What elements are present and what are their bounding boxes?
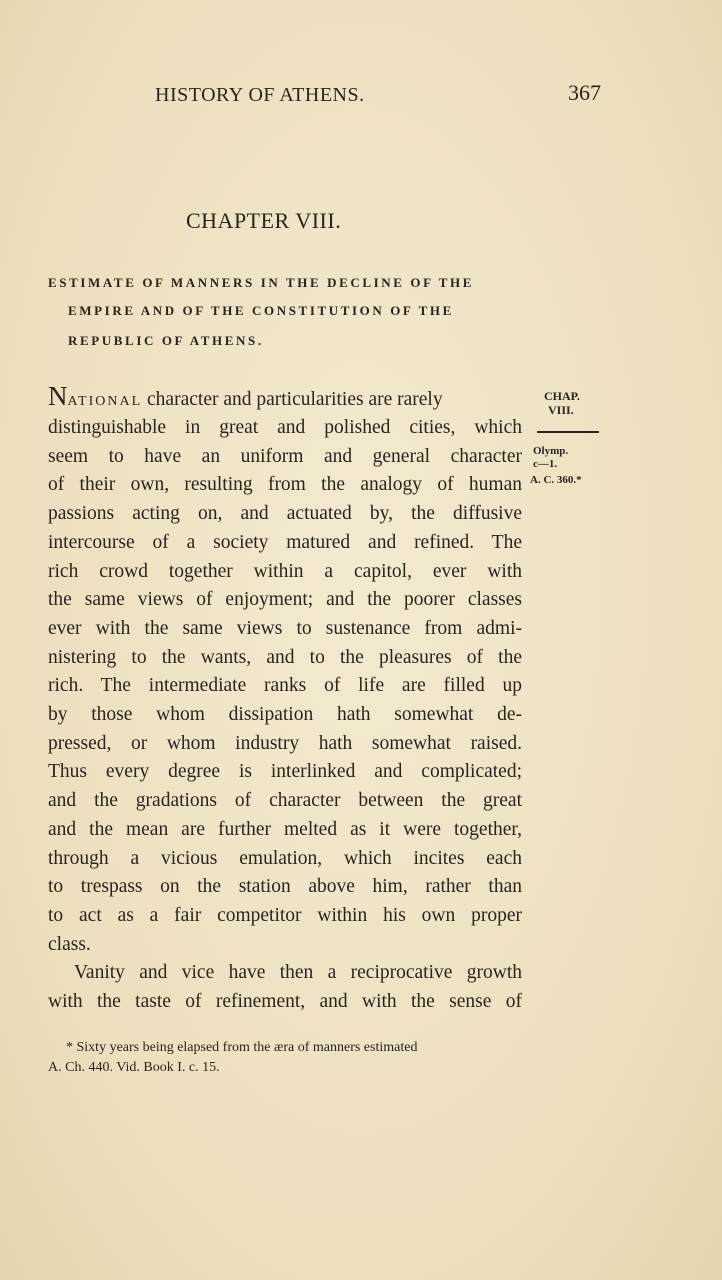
chapter-subtitle-line: EMPIRE AND OF THE CONSTITUTION OF THE (68, 303, 454, 318)
body-line: of their own, resulting from the analogy of human (48, 474, 522, 496)
drop-initial: N (48, 381, 68, 411)
body-line: intercourse of a society matured and refined. The (48, 531, 522, 553)
body-line: distinguishable in great and polished cities, which (48, 417, 522, 438)
body-line: to trespass on the station above him, rather than (48, 876, 522, 898)
body-line: rich. The intermediate ranks of life are filled up (48, 675, 522, 697)
body-line: ever with the same views to sustenance from admi- (48, 617, 522, 639)
body-line: Thus every degree is interlinked and complicated; (48, 761, 522, 783)
running-header: HISTORY OF ATHENS. (155, 84, 365, 106)
margin-year: A. C. 360.* (530, 474, 582, 486)
body-line: by those whom dissipation hath somewhat de- (48, 704, 522, 725)
body-line: seem to have an uniform and general character (48, 445, 522, 467)
body-line: to act as a fair competitor within his own proper (48, 904, 522, 926)
body-line: and the mean are further melted as it were together, (48, 818, 522, 840)
first-word-smallcaps: ATIONAL (67, 394, 143, 409)
body-line: Vanity and vice have then a reciprocative growth (74, 962, 522, 984)
body-line: and the gradations of character between the great (48, 790, 522, 812)
body-line: passions acting on, and actuated by, the diffusive (48, 503, 522, 525)
body-line: the same views of enjoyment; and the poorer classes (48, 589, 522, 611)
margin-olympiad-number: c—1. (533, 458, 558, 470)
body-line: rich crowd together within a capitol, ever with (48, 560, 522, 582)
margin-chap-number: VIII. (548, 403, 574, 417)
chapter-subtitle-line: REPUBLIC OF ATHENS. (68, 333, 264, 348)
body-line: pressed, or whom industry hath somewhat raised. (48, 732, 522, 754)
footnote-line: A. Ch. 440. Vid. Book I. c. 15. (48, 1060, 220, 1075)
page-number: 367 (568, 80, 601, 105)
footnote-line: * Sixty years being elapsed from the æra of manners estimated (66, 1040, 418, 1055)
body-line: class. (48, 933, 91, 955)
chapter-subtitle-line: ESTIMATE OF MANNERS IN THE DECLINE OF THE (48, 275, 475, 290)
first-line-text: character and particularities are rarely (147, 389, 443, 410)
margin-rule (537, 431, 599, 433)
body-line: through a vicious emulation, which incites each (48, 847, 522, 869)
body-line: nistering to the wants, and to the pleasures of the (48, 646, 522, 668)
chapter-title: CHAPTER VIII. (186, 208, 342, 233)
margin-olympiad-label: Olymp. (533, 445, 569, 457)
margin-chap-label: CHAP. (544, 389, 580, 403)
body-line: with the taste of refinement, and with the sense of (48, 991, 522, 1012)
body-first-line (48, 382, 443, 417)
